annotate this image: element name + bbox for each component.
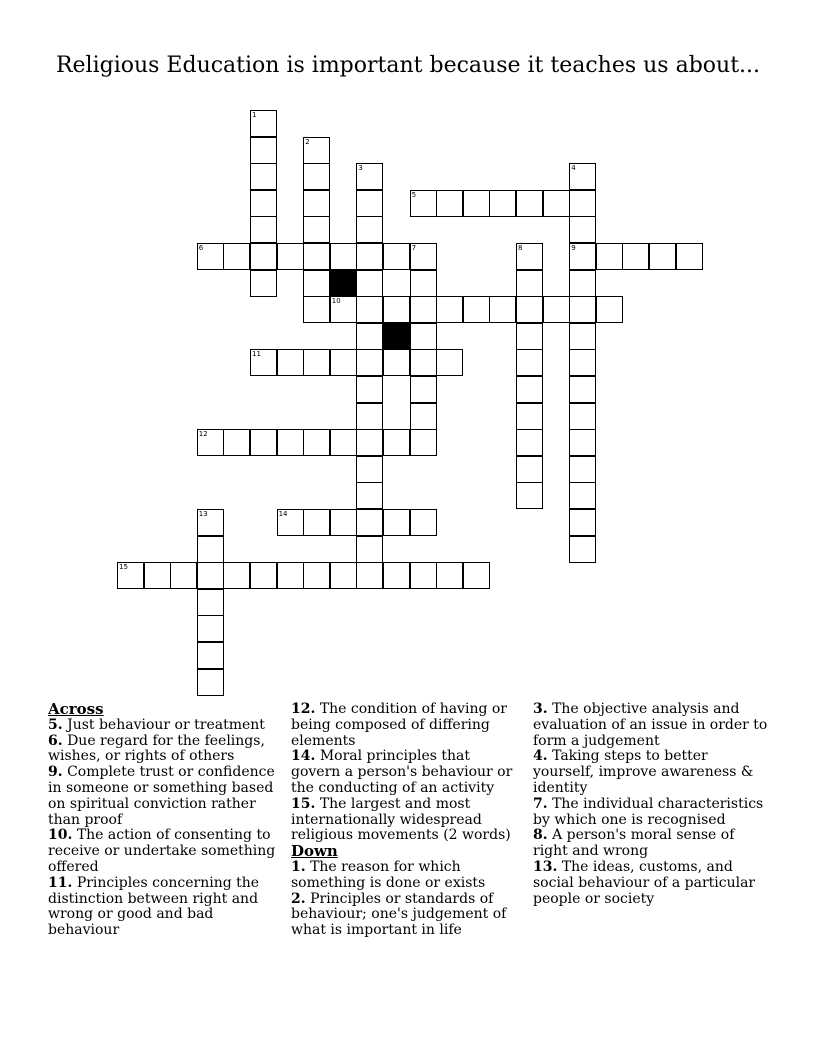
clue-column-1 xyxy=(48,702,280,939)
grid-cell[interactable] xyxy=(569,190,596,217)
grid-cell[interactable] xyxy=(356,349,383,376)
clue-text: The largest and most internationally widespread religious movements (2 words) xyxy=(291,795,511,844)
cell-number: 8 xyxy=(518,244,523,252)
grid-cell[interactable] xyxy=(569,536,596,563)
grid-cell[interactable] xyxy=(410,296,437,323)
grid-cell[interactable] xyxy=(197,562,224,589)
grid-cell[interactable] xyxy=(383,243,410,270)
grid-cell[interactable] xyxy=(303,216,330,243)
clue-number: 15. xyxy=(291,795,316,812)
across-clue-9 xyxy=(48,765,280,828)
grid-cell[interactable] xyxy=(383,562,410,589)
grid-cell[interactable] xyxy=(303,163,330,190)
clue-text: A person's moral sense of right and wrong xyxy=(533,827,735,860)
grid-cell[interactable] xyxy=(197,589,224,616)
cell-number: 1 xyxy=(252,111,257,119)
cell-number: 13 xyxy=(198,510,208,518)
grid-cell[interactable] xyxy=(197,615,224,642)
grid-cell[interactable] xyxy=(356,243,383,270)
grid-cell[interactable] xyxy=(383,429,410,456)
grid-cell[interactable] xyxy=(277,429,304,456)
grid-cell[interactable] xyxy=(516,323,543,350)
grid-cell[interactable] xyxy=(569,376,596,403)
grid-cell[interactable] xyxy=(250,429,277,456)
grid-cell[interactable] xyxy=(410,376,437,403)
down-clue-2 xyxy=(291,892,513,939)
clue-number: 9. xyxy=(48,764,63,781)
grid-cell[interactable] xyxy=(516,403,543,430)
cell-number: 3 xyxy=(358,164,363,173)
across-heading: Across xyxy=(48,700,104,718)
grid-cell[interactable] xyxy=(596,296,623,323)
down-clue-8 xyxy=(533,828,773,860)
grid-cell[interactable] xyxy=(330,509,357,536)
clue-text: Taking steps to better yourself, improve awareness & identity xyxy=(533,748,754,796)
grid-cell[interactable] xyxy=(250,137,277,164)
grid-cell[interactable] xyxy=(410,349,437,376)
across-clue-10 xyxy=(48,828,280,875)
clue-number: 6. xyxy=(48,732,63,749)
clue-text: Principles or standards of behaviour; one's judgement of what is important in life xyxy=(291,890,507,939)
cell-number: 5 xyxy=(411,190,417,199)
down-clue-13 xyxy=(533,860,773,907)
grid-cell[interactable] xyxy=(303,429,330,456)
grid-cell[interactable] xyxy=(569,482,596,509)
grid-cell[interactable] xyxy=(356,403,383,430)
grid-cell[interactable] xyxy=(516,296,543,323)
grid-cell[interactable] xyxy=(569,403,596,430)
grid-cell[interactable] xyxy=(330,349,357,376)
clue-text: Principles concerning the distinction between right and wrong or good and bad behaviour xyxy=(48,874,260,939)
grid-cell[interactable] xyxy=(569,429,596,456)
grid-cell[interactable] xyxy=(569,323,596,350)
grid-cell[interactable] xyxy=(516,190,543,217)
down-clue-7 xyxy=(533,797,773,829)
clue-text: The reason for which something is done or exists xyxy=(291,858,486,891)
grid-cell[interactable] xyxy=(410,403,437,430)
grid-cell[interactable] xyxy=(250,243,277,270)
clue-text: Moral principles that govern a person's behaviour or the conducting of an activity xyxy=(291,748,513,796)
grid-cell[interactable] xyxy=(383,296,410,323)
grid-cell[interactable] xyxy=(356,376,383,403)
grid-cell[interactable] xyxy=(223,429,250,456)
grid-cell[interactable] xyxy=(596,243,623,270)
grid-cell[interactable] xyxy=(303,349,330,376)
clue-column-2 xyxy=(291,702,513,939)
clue-number: 3. xyxy=(533,701,548,717)
grid-cell[interactable] xyxy=(356,323,383,350)
grid-cell[interactable] xyxy=(356,509,383,536)
grid-cell[interactable] xyxy=(356,456,383,483)
grid-cell[interactable] xyxy=(516,456,543,483)
grid-cell[interactable] xyxy=(516,482,543,509)
clue-text: Due regard for the feelings, wishes, or rights of others xyxy=(48,732,265,765)
clue-number: 1. xyxy=(291,858,306,875)
grid-cell[interactable] xyxy=(489,296,516,323)
grid-cell[interactable] xyxy=(463,190,490,217)
grid-cell[interactable] xyxy=(410,562,437,589)
grid-cell[interactable] xyxy=(303,190,330,217)
grid-cell[interactable] xyxy=(410,429,437,456)
grid-cell[interactable] xyxy=(356,270,383,297)
grid-cell[interactable] xyxy=(144,562,171,589)
grid-cell[interactable] xyxy=(410,270,437,297)
grid-cell[interactable] xyxy=(356,429,383,456)
cell-number: 10 xyxy=(331,297,341,306)
grid-cell[interactable] xyxy=(330,429,357,456)
grid-cell[interactable] xyxy=(516,349,543,376)
grid-cell[interactable] xyxy=(436,562,463,589)
grid-cell[interactable] xyxy=(356,482,383,509)
grid-cell[interactable] xyxy=(436,349,463,376)
grid-cell[interactable] xyxy=(303,243,330,270)
grid-cell[interactable] xyxy=(303,270,330,297)
page-title: Religious Education is important because it teaches us about... xyxy=(55,53,761,78)
grid-cell[interactable] xyxy=(356,562,383,589)
grid-cell[interactable] xyxy=(277,243,304,270)
grid-cell[interactable] xyxy=(330,243,357,270)
grid-cell[interactable] xyxy=(516,429,543,456)
grid-cell[interactable] xyxy=(569,296,596,323)
grid-cell[interactable] xyxy=(303,296,330,323)
grid-cell[interactable] xyxy=(303,509,330,536)
grid-cell[interactable] xyxy=(197,642,224,669)
down-clue-4 xyxy=(533,749,773,796)
grid-cell[interactable] xyxy=(250,163,277,190)
grid-cell[interactable] xyxy=(516,376,543,403)
grid-cell[interactable] xyxy=(250,216,277,243)
across-clue-14 xyxy=(291,749,513,796)
cell-number: 11 xyxy=(252,350,261,359)
grid-cell[interactable] xyxy=(223,243,250,270)
grid-cell[interactable] xyxy=(356,190,383,217)
clue-number: 8. xyxy=(533,827,548,844)
grid-cell[interactable] xyxy=(676,243,703,270)
grid-cell[interactable] xyxy=(277,349,304,376)
grid-cell[interactable] xyxy=(250,270,277,297)
black-square xyxy=(383,323,410,350)
grid-cell[interactable] xyxy=(170,562,197,589)
grid-cell[interactable] xyxy=(410,323,437,350)
clue-number: 5. xyxy=(48,716,63,733)
grid-cell[interactable] xyxy=(649,243,676,270)
clue-number: 11. xyxy=(48,874,73,891)
cell-number: 6 xyxy=(198,244,204,252)
clue-number: 14. xyxy=(291,748,316,765)
grid-cell[interactable] xyxy=(569,349,596,376)
clue-text: The ideas, customs, and social behaviour of a particular people or society xyxy=(533,858,756,907)
clue-number: 7. xyxy=(533,795,548,812)
clue-number: 2. xyxy=(291,890,306,907)
grid-cell[interactable] xyxy=(197,669,224,696)
cell-number: 9 xyxy=(571,244,576,252)
cell-number: 2 xyxy=(305,137,310,146)
cell-number: 15 xyxy=(119,563,128,572)
grid-cell[interactable] xyxy=(436,296,463,323)
across-clue-15 xyxy=(291,797,513,844)
clue-text: Complete trust or confidence in someone or something based on spiritual conviction rather than proof xyxy=(48,764,275,828)
grid-cell[interactable] xyxy=(569,270,596,297)
grid-cell[interactable] xyxy=(330,562,357,589)
clue-number: 4. xyxy=(533,748,548,765)
clue-text: The objective analysis and evaluation of an issue in order to form a judgement xyxy=(533,701,768,749)
grid-cell[interactable] xyxy=(516,270,543,297)
grid-cell[interactable] xyxy=(356,536,383,563)
grid-cell[interactable] xyxy=(410,509,437,536)
clue-number: 10. xyxy=(48,827,73,844)
grid-cell[interactable] xyxy=(622,243,649,270)
grid-cell[interactable] xyxy=(277,562,304,589)
grid-cell[interactable] xyxy=(356,216,383,243)
grid-cell[interactable] xyxy=(223,562,250,589)
black-square xyxy=(330,270,357,297)
clue-column-3 xyxy=(533,702,773,907)
clue-text: The action of consenting to receive or undertake something offered xyxy=(48,827,276,875)
across-clue-6 xyxy=(48,734,280,766)
grid-cell[interactable] xyxy=(569,456,596,483)
cell-number: 4 xyxy=(571,164,576,173)
clue-text: The individual characteristics by which one is recognised xyxy=(533,795,764,828)
across-clue-12 xyxy=(291,702,513,749)
grid-cell[interactable] xyxy=(356,296,383,323)
grid-cell[interactable] xyxy=(383,349,410,376)
grid-cell[interactable] xyxy=(463,562,490,589)
clue-number: 13. xyxy=(533,858,558,875)
cell-number: 14 xyxy=(278,510,288,518)
grid-cell[interactable] xyxy=(250,562,277,589)
down-clue-1 xyxy=(291,860,513,892)
grid-cell[interactable] xyxy=(463,296,490,323)
down-heading: Down xyxy=(291,842,338,861)
across-clue-11 xyxy=(48,876,280,939)
across-clue-5 xyxy=(48,718,280,734)
grid-cell[interactable] xyxy=(436,190,463,217)
grid-cell[interactable] xyxy=(489,190,516,217)
cell-number: 12 xyxy=(198,430,208,439)
grid-cell[interactable] xyxy=(197,536,224,563)
grid-cell[interactable] xyxy=(569,509,596,536)
grid-cell[interactable] xyxy=(303,562,330,589)
down-clue-3 xyxy=(533,702,773,749)
clue-number: 12. xyxy=(291,701,316,717)
grid-cell[interactable] xyxy=(383,509,410,536)
clue-text: The condition of having or being composed of differing elements xyxy=(291,701,507,749)
grid-cell[interactable] xyxy=(543,296,570,323)
grid-cell[interactable] xyxy=(543,190,570,217)
grid-cell[interactable] xyxy=(250,190,277,217)
cell-number: 7 xyxy=(411,244,417,252)
grid-cell[interactable] xyxy=(569,216,596,243)
clue-text: Just behaviour or treatment xyxy=(67,716,265,733)
